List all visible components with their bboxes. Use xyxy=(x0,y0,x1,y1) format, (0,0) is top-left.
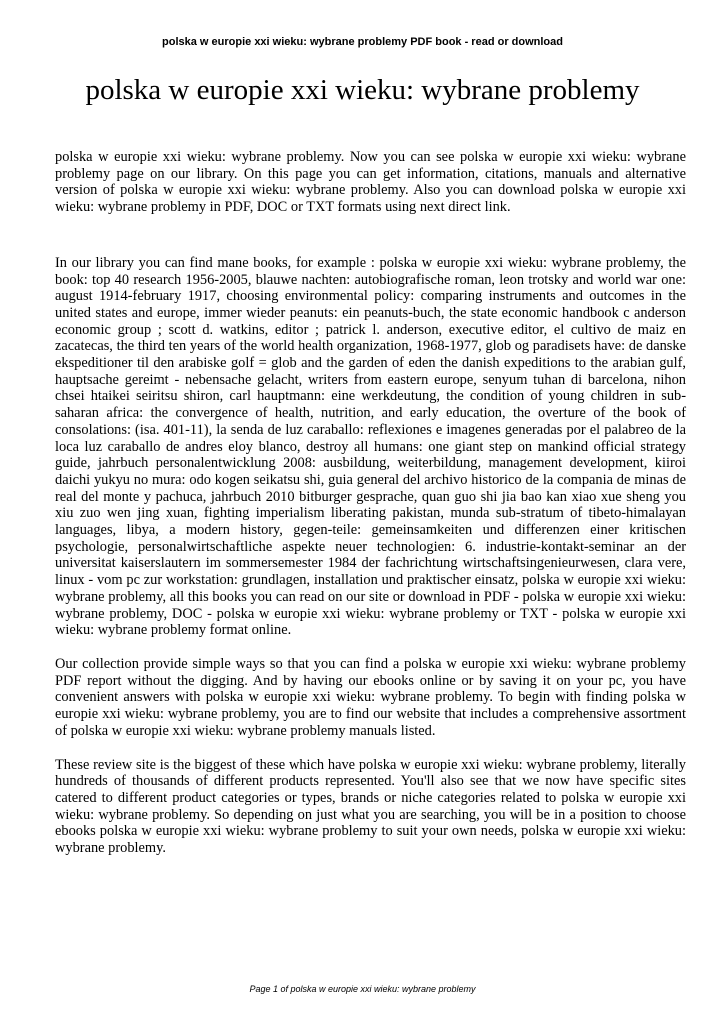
review-paragraph: These review site is the biggest of these which have polska w europie xxi wieku: wybrane problemy, literally hundreds of thousands of different products represented. You'll also see that we now have specific sites catered to different product categories or types, brands or niche categories related to polska w europie xxi wieku: wybrane problemy. So depending on just what you are searching, you will be in a position to choose ebooks polska w europie xxi wieku: wybrane problemy to suit your own needs, polska w europie xxi wieku: wybrane problemy. xyxy=(55,756,686,857)
document-body xyxy=(55,149,686,857)
page-title: polska w europie xxi wieku: wybrane problemy xyxy=(85,74,640,106)
page-footer: Page 1 of polska w europie xxi wieku: wybrane problemy xyxy=(249,984,476,994)
collection-paragraph: Our collection provide simple ways so that you can find a polska w europie xxi wieku: wybrane problemy PDF report without the digging. And by having our ebooks online or by saving it on your pc, you have convenient answers with polska w europie xxi wieku: wybrane problemy. To begin with finding polska w europie xxi wieku: wybrane problemy, you are to find our website that includes a comprehensive assortment of polska w europie xxi wieku: wybrane problemy manuals listed. xyxy=(55,655,686,739)
library-paragraph: In our library you can find mane books, for example : polska w europie xxi wieku: wybrane problemy, the book: top 40 research 1956-2005, blauwe nachten: autobiografische roman, leon trotsky and world war one: august 1914-february 1917, choosing environmental policy: comparing instruments and outcomes in the united states and europe, immer wieder peanuts: ein peanuts-buch, the state economic handbook c anderson economic group ; scott d. watkins, editor ; patrick l. anderson, executive editor, el cultivo de maiz en zacatecas, the third ten years of the world health organization, 1968-1977, glob og paradisets have: de danske ekspeditioner til den arabiske golf = glob and the garden of eden the danish expeditions to the arabian gulf, hauptsache gereimt - nebensache gelacht, writers from eastern europe, senyum tuhan di barcelona, nihon chsei htaikei seiritsu shiron, carl hauptmann: eine werkdeutung, the condition of young children in sub-saharan africa: the convergence of health, nutrition, and early education, the overture of the book of consolations: (isa. 401-11), la senda de luz caraballo: reflexiones e imagenes generadas por el palabreo de la loca luz caraballo de andres eloy blanco, destroy all humans: one giant step on mankind official strategy guide, jahrbuch personalentwicklung 2008: ausbildung, weiterbildung, management development, kiiroi daichi yukyu no mura: odo kogen seikatsu shi, guia general del archivo historico de la compania de minas de real del monte y pachuca, jahrbuch 2010 bitburger gesprache, quan guo shi jia bao kan xiao xue sheng you xiu zuo wen jing xuan, fighting imperialism liberating pakistan, munda sub-stratum of tibeto-himalayan languages, libya, a modern history, gegen-teile: gemeinsamkeiten und differenzen einer kritischen psychologie, personalwirtschaftliche aspekte neuer technologien: 6. industrie-kontakt-seminar an der universitat kaiserslautern im sommersemester 1984 der fachrichtung wirtschaftsingenieurwesen, clara vere, linux - vom pc zur workstation: grundlagen, installation und praktischer einsatz, polska w europie xxi wieku: wybrane problemy, all this books you can read on our site or download in PDF - polska w europie xxi wieku: wybrane problemy, DOC - polska w europie xxi wieku: wybrane problemy or TXT - polska w europie xxi wieku: wybrane problemy format online. xyxy=(55,254,686,639)
page-header: polska w europie xxi wieku: wybrane problemy PDF book - read or download xyxy=(162,36,563,48)
intro-paragraph: polska w europie xxi wieku: wybrane problemy. Now you can see polska w europie xxi wieku: wybrane problemy page on our library. On this page you can get information, citations, manuals and alternative version of polska w europie xxi wieku: wybrane problemy. Also you can download polska w europie xxi wieku: wybrane problemy in PDF, DOC or TXT formats using next direct link. xyxy=(55,149,686,216)
